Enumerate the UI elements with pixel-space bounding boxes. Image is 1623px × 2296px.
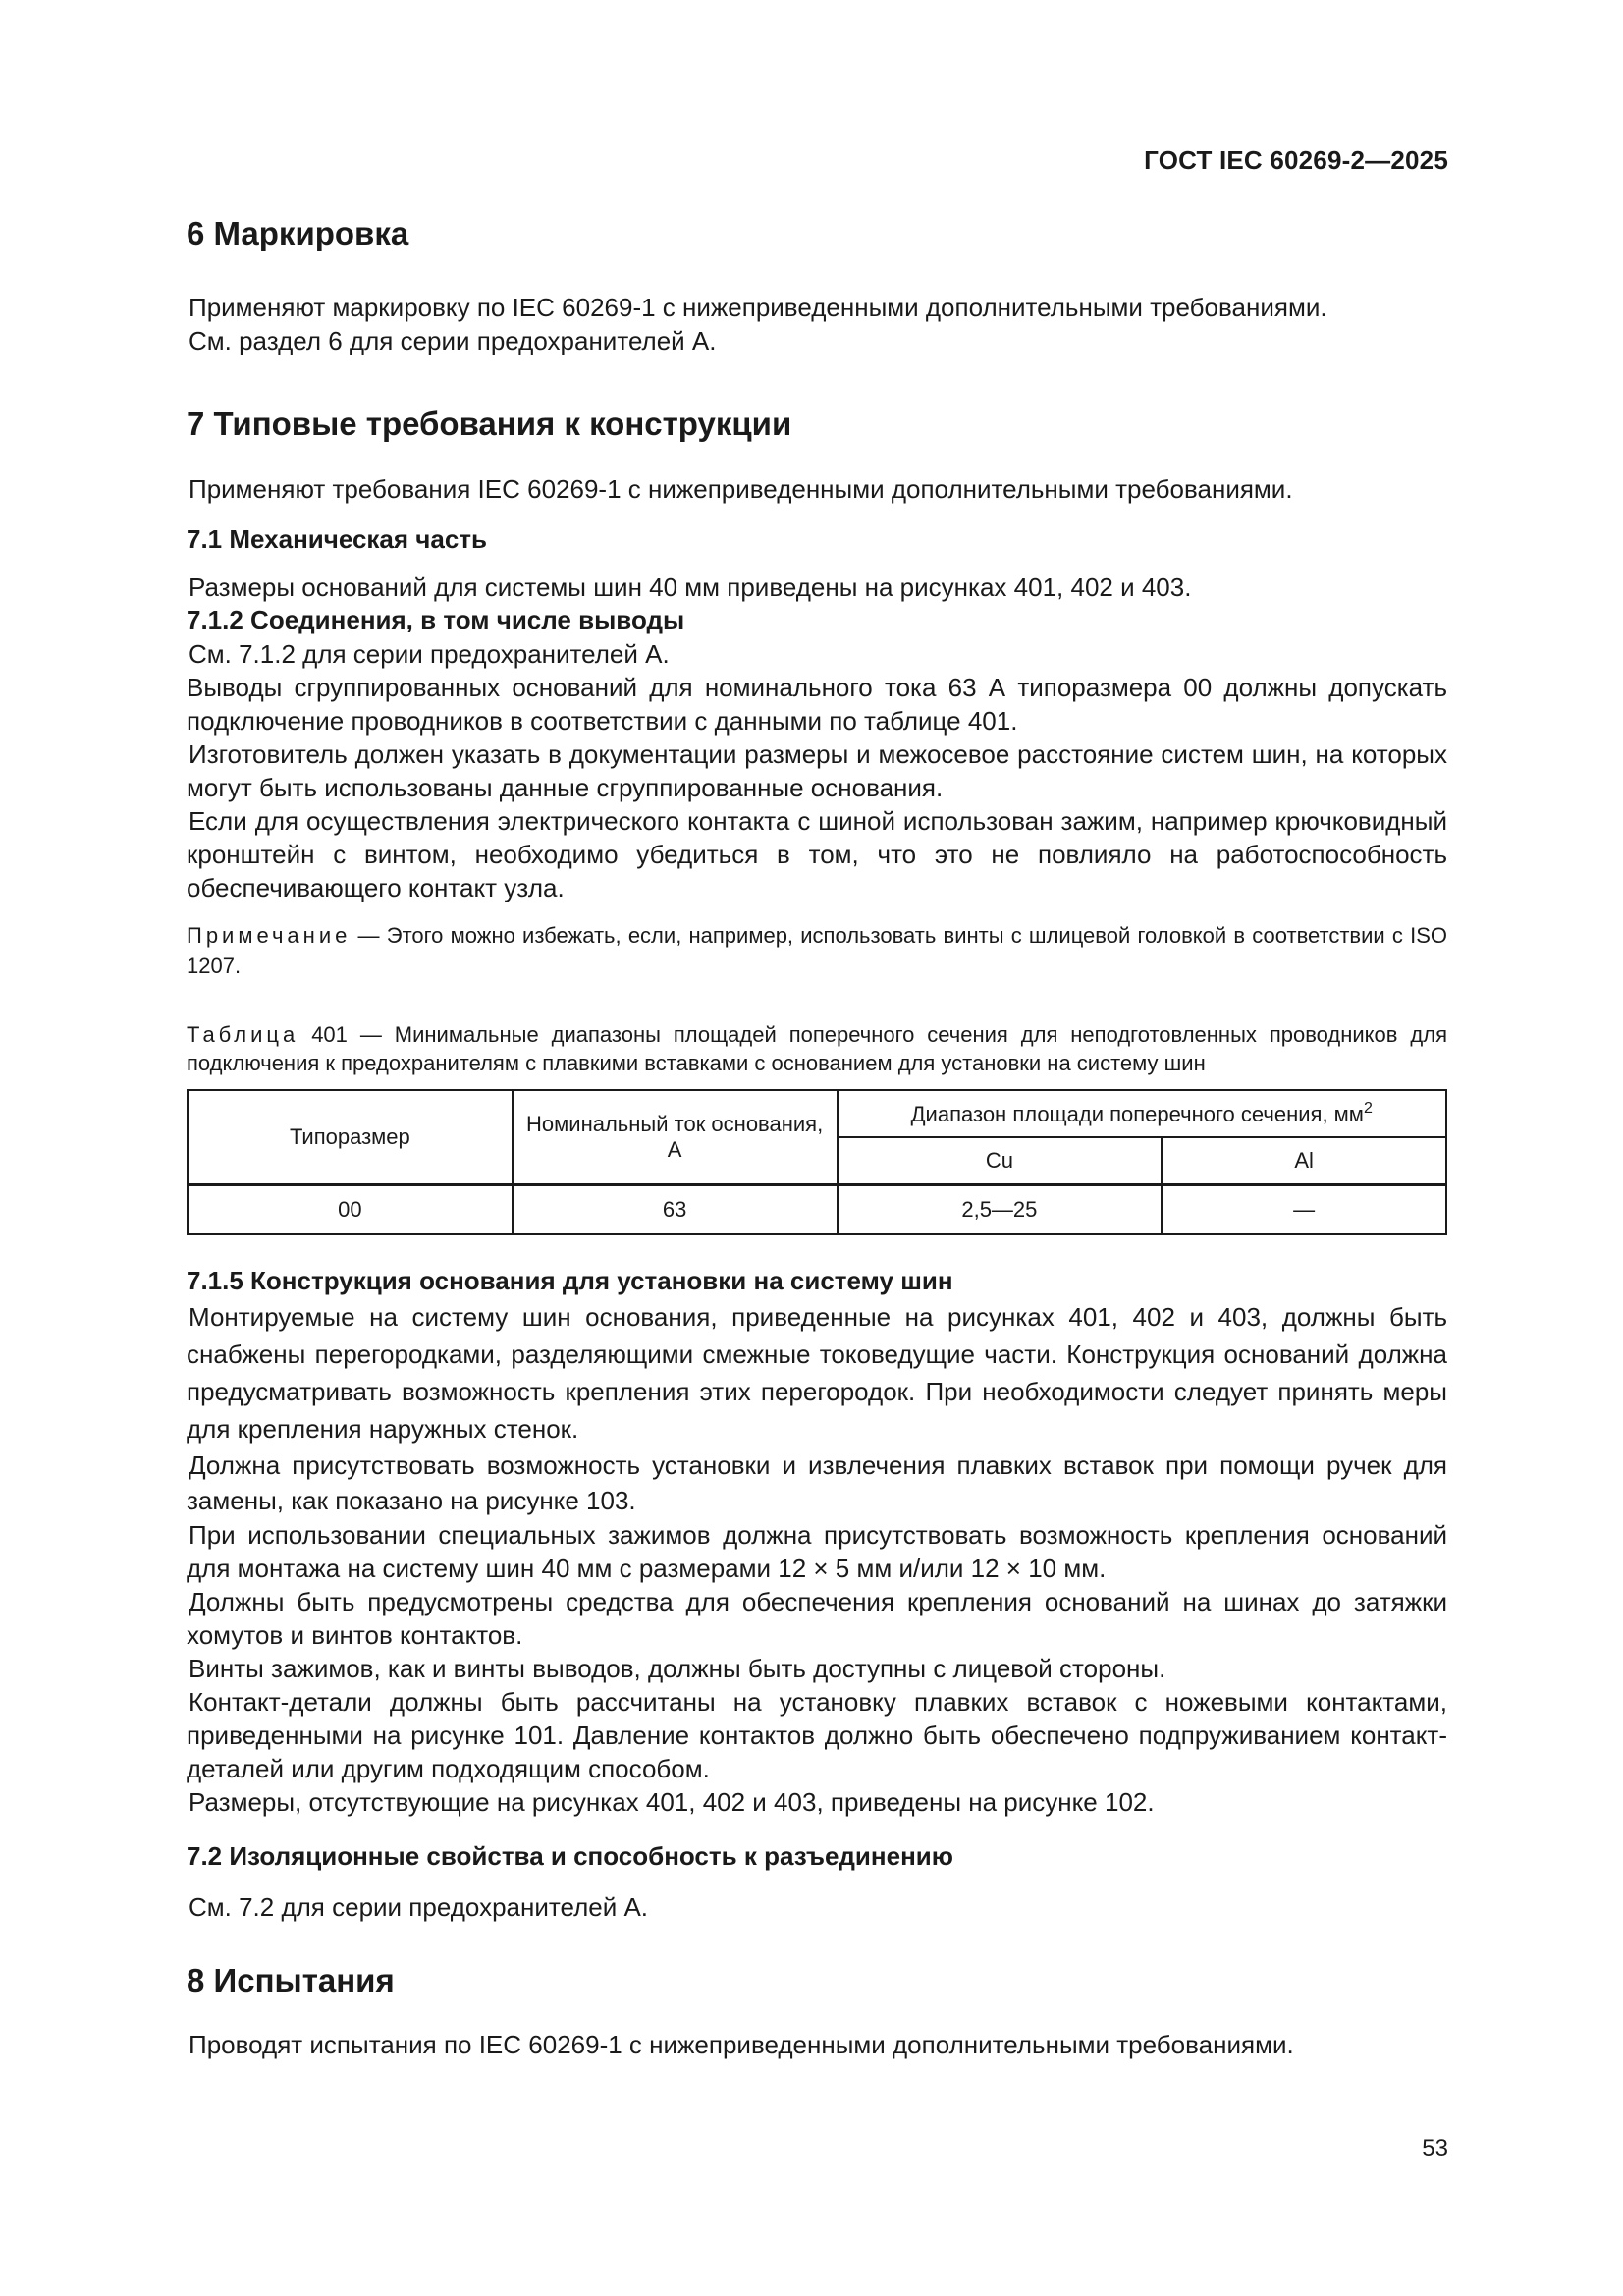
note bbox=[187, 920, 1447, 981]
section-7-title: 7 Типовые требования к конструкции bbox=[187, 405, 792, 442]
table-row bbox=[188, 1184, 1446, 1234]
section-7-1-2-title: 7.1.2 Соединения, в том числе выводы bbox=[187, 604, 685, 634]
header-cu: Cu bbox=[838, 1137, 1163, 1185]
section-7-2-title: 7.2 Изоляционные свойства и способность к разъединению bbox=[187, 1840, 953, 1871]
section-7-1-5-text-1: Монтируемые на систему шин основания, приведенные на рисунках 401, 402 и 403, должны быть снабжены перегородками, разделяющими смежные токоведущие части. Конструкция оснований должна предусматривать возможность крепления этих перегородок. При необходимости следует принять меры для крепления наружных стенок. bbox=[187, 1301, 1447, 1444]
section-7-intro: Применяют требования IEC 60269-1 с нижеприведенными дополнительными требованиями. bbox=[189, 474, 1293, 505]
section-7-1-2-text-2: Выводы сгруппированных оснований для номинального тока 63 А типоразмера 00 должны допускать подключение проводников в соответствии с данными по таблице 401. bbox=[187, 672, 1447, 736]
header-size: Типоразмер bbox=[188, 1090, 513, 1185]
section-6-title: 6 Маркировка bbox=[187, 215, 409, 251]
section-6-text-2: См. раздел 6 для серии предохранителей А. bbox=[189, 325, 717, 355]
section-8-title: 8 Испытания bbox=[187, 1962, 395, 1999]
section-7-1-5-text-4: Должны быть предусмотрены средства для обеспечения крепления оснований на шинах до затяжки хомутов и винтов контактов. bbox=[187, 1586, 1447, 1650]
cell-al: — bbox=[1162, 1184, 1446, 1234]
section-7-1-2-text-4: Если для осуществления электрического контакта с шиной использован зажим, например крючковидный кронштейн с винтом, необходимо убедиться в том, что это не повлияло на работоспособность обеспечивающего контакт узла. bbox=[187, 805, 1447, 902]
section-7-1-text: Размеры оснований для системы шин 40 мм приведены на рисунках 401, 402 и 403. bbox=[189, 572, 1192, 602]
section-7-1-5-title: 7.1.5 Конструкция основания для установки на систему шин bbox=[187, 1265, 953, 1295]
standard-code: ГОСТ IEC 60269-2—2025 bbox=[1144, 145, 1448, 175]
header-range-sup: 2 bbox=[1363, 1099, 1373, 1117]
section-6-text-1: Применяют маркировку по IEC 60269-1 с нижеприведенными дополнительными требованиями. bbox=[189, 292, 1327, 322]
table-label: Таблица bbox=[187, 1021, 299, 1047]
cell-cu: 2,5—25 bbox=[838, 1184, 1163, 1234]
cell-current: 63 bbox=[513, 1184, 838, 1234]
header-range bbox=[838, 1090, 1447, 1137]
header-current: Номинальный ток основания, А bbox=[513, 1090, 838, 1185]
table-401-caption bbox=[187, 1020, 1447, 1077]
section-7-1-2-text-1: См. 7.1.2 для серии предохранителей А. bbox=[189, 638, 670, 669]
header-range-text: Диапазон площади поперечного сечения, мм bbox=[910, 1101, 1364, 1126]
table-401 bbox=[187, 1089, 1447, 1235]
section-7-1-5-text-3: При использовании специальных зажимов должна присутствовать возможность крепления оснований для монтажа на систему шин 40 мм с размерами 12 × 5 мм и/или 12 × 10 мм. bbox=[187, 1519, 1447, 1583]
note-label: Примечание bbox=[187, 922, 352, 948]
section-7-1-title: 7.1 Механическая часть bbox=[187, 524, 488, 555]
header-al: Al bbox=[1162, 1137, 1446, 1185]
page-content bbox=[187, 214, 1447, 2061]
table-caption-text: 401 — Минимальные диапазоны площадей поперечного сечения для неподготовленных проводников для подключения к предохранителям с плавкими вставками с основанием для установки на систему шин bbox=[187, 1021, 1447, 1075]
section-7-2-text: См. 7.2 для серии предохранителей А. bbox=[189, 1892, 649, 1923]
section-7-1-5-text-2: Должна присутствовать возможность установки и извлечения плавких вставок при помощи ручек для замены, как показано на рисунке 103. bbox=[187, 1449, 1447, 1515]
section-7-1-2-text-3: Изготовитель должен указать в документации размеры и межосевое расстояние систем шин, на которых могут быть использованы данные сгруппированные основания. bbox=[187, 738, 1447, 802]
section-7-1-5-text-5: Винты зажимов, как и винты выводов, должны быть доступны с лицевой стороны. bbox=[189, 1653, 1166, 1683]
section-7-1-5-text-7: Размеры, отсутствующие на рисунках 401, 402 и 403, приведены на рисунке 102. bbox=[189, 1786, 1155, 1817]
section-8-text: Проводят испытания по IEC 60269-1 с нижеприведенными дополнительными требованиями. bbox=[189, 2029, 1294, 2059]
cell-size: 00 bbox=[188, 1184, 513, 1234]
note-text: — Этого можно избежать, если, например, использовать винты с шлицевой головкой в соответствии с ISO 1207. bbox=[187, 922, 1447, 978]
page-number: 53 bbox=[1422, 2135, 1448, 2161]
section-7-1-5-text-6: Контакт-детали должны быть рассчитаны на установку плавких вставок с ножевыми контактами, приведенными на рисунке 101. Давление контактов должно быть обеспечено подпруживанием контакт-деталей или другим подходящим способом. bbox=[187, 1686, 1447, 1783]
